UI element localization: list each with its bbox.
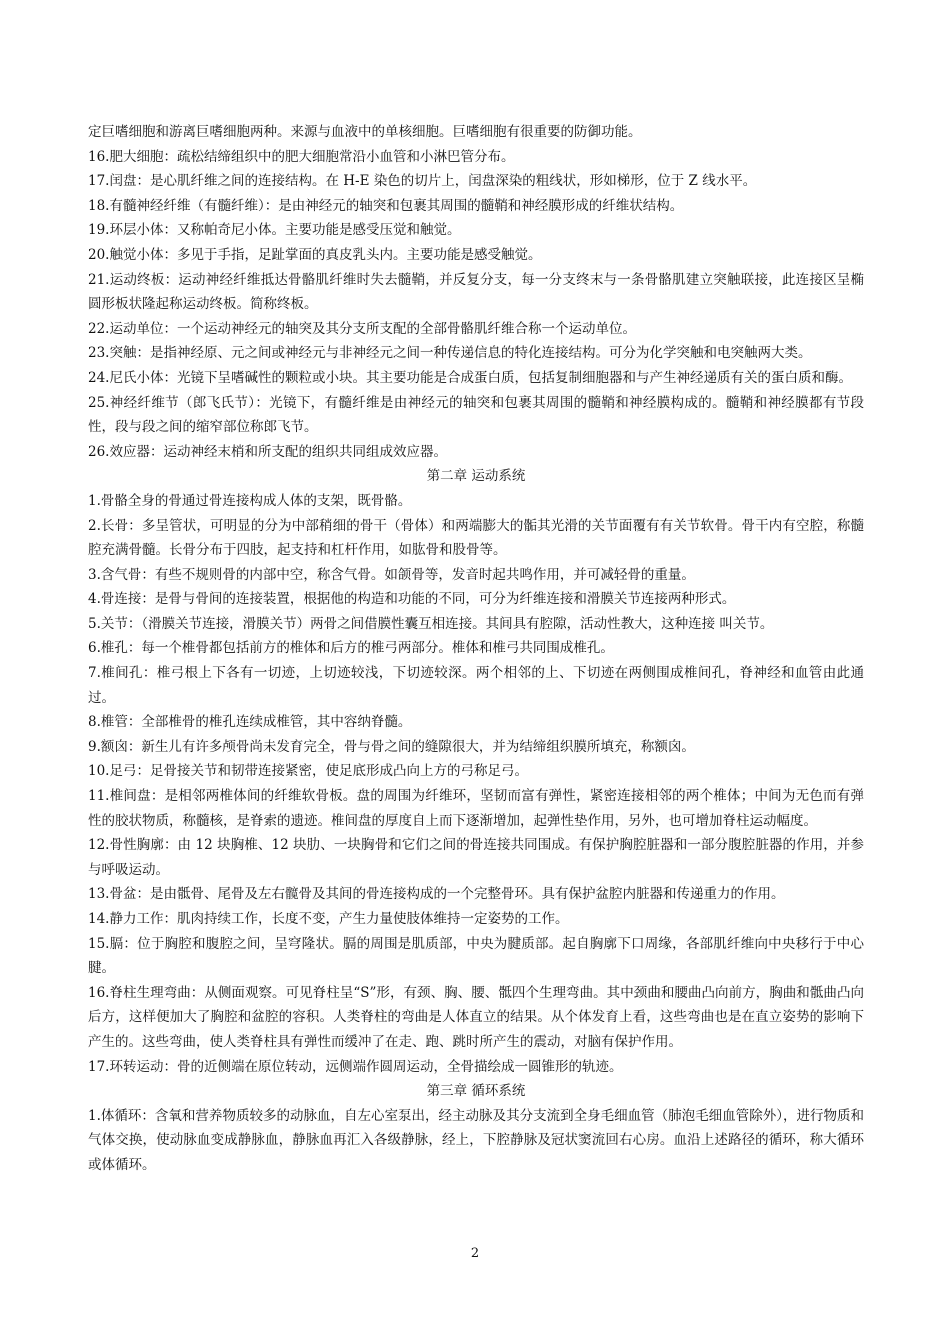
paragraph: 8.椎管：全部椎骨的椎孔连续成椎管，其中容纳脊髓。: [88, 714, 412, 731]
paragraph: 20.触觉小体：多见于手指，足趾掌面的真皮乳头内。主要功能是感受触觉。: [88, 246, 542, 263]
paragraph: 17.闰盘：是心肌纤维之间的连接结构。在 H-E 染色的切片上，闰盘深染的粗线状，形如梯形，位于 Z 线水平。: [88, 173, 757, 190]
paragraph: 3.含气骨：有些不规则骨的内部中空，称含气骨。如颌骨等，发音时起共鸣作用，并可减轻骨的重量。: [88, 566, 695, 583]
page-number: 2: [470, 1246, 480, 1261]
paragraph: 1.体循环：含氧和营养物质较多的动脉血，自左心室泵出，经主动脉及其分支流到全身毛细血管（肺泡毛细血管除外），进行物质和气体交换，使动脉血变成静脉血，静脉血再汇入各级静脉，经上，下腔静脉及冠状窦流回右心房。血沿上述路径的循环，称大循环或体循环。: [88, 1107, 864, 1173]
paragraph: 1.骨骼全身的骨通过骨连接构成人体的支架，既骨骼。: [88, 492, 412, 509]
chapter-heading: 第三章 循环系统: [426, 1083, 526, 1100]
document-page: [88, 120, 864, 1178]
paragraph: 24.尼氏小体：光镜下呈嗜碱性的颗粒或小块。其主要功能是合成蛋白质，包括复制细胞器和与产生神经递质有关的蛋白质和酶。: [88, 369, 852, 386]
paragraph: 2.长骨：多呈管状，可明显的分为中部稍细的骨干（骨体）和两端膨大的骺其光滑的关节面覆有有关节软骨。骨干内有空腔，称髓腔充满骨髓。长骨分布于四肢，起支持和杠杆作用，如肱骨和股骨等。: [88, 517, 864, 559]
paragraph: 23.突触：是指神经原、元之间或神经元与非神经元之间一种传递信息的特化连接结构。可分为化学突触和电突触两大类。: [88, 345, 812, 362]
paragraph: 6.椎孔：每一个椎骨都包括前方的椎体和后方的椎弓两部分。椎体和椎弓共同围成椎孔。: [88, 640, 614, 657]
paragraph: 7.椎间孔：椎弓根上下各有一切迹，上切迹较浅，下切迹较深。两个相邻的上、下切迹在两侧围成椎间孔，脊神经和血管由此通过。: [88, 665, 864, 706]
paragraph: 11.椎间盘：是相邻两椎体间的纤维软骨板。盘的周围为纤维环，坚韧而富有弹性，紧密连接相邻的两个椎体；中间为无色而有弹性的胶状物质，称髓核，是脊索的遗迹。椎间盘的厚度自上而下逐渐增加，起弹性垫作用，另外，也可增加脊柱运动幅度。: [88, 788, 864, 829]
paragraph: 12.骨性胸廓：由 12 块胸椎、12 块肋、一块胸骨和它们之间的骨连接共同围成。有保护胸腔脏器和一部分腹腔脏器的作用，并参与呼吸运动。: [88, 837, 864, 878]
paragraph: 13.骨盆：是由骶骨、尾骨及左右髋骨及其间的骨连接构成的一个完整骨环。具有保护盆腔内脏器和传递重力的作用。: [88, 886, 785, 903]
paragraph: 16.肥大细胞：疏松结缔组织中的肥大细胞常沿小血管和小淋巴管分布。: [88, 148, 515, 165]
paragraph: 16.脊柱生理弯曲：从侧面观察。可见脊柱呈“S”形，有颈、胸、腰、骶四个生理弯曲。其中颈曲和腰曲凸向前方，胸曲和骶曲凸向后方，这样便加大了胸腔和盆腔的容积。人类脊柱的弯曲是人体直立的结果。从个体发育上看，这些弯曲也是在直立姿势的影响下产生的。这些弯曲，使人类脊柱具有弹性而缓冲了在走、跑、跳时所产生的震动，对脑有保护作用。: [88, 984, 864, 1050]
paragraph: 19.环层小体：又称帕奇尼小体。主要功能是感受压觉和触觉。: [88, 222, 461, 239]
paragraph: 15.膈：位于胸腔和腹腔之间，呈穹隆状。膈的周围是肌质部，中央为腱质部。起自胸廓下口周缘，各部肌纤维向中央移行于中心腱。: [88, 935, 864, 977]
paragraph: 定巨嗜细胞和游离巨嗜细胞两种。来源与血液中的单核细胞。巨嗜细胞有很重要的防御功能。: [88, 124, 642, 140]
paragraph: 18.有髓神经纤维（有髓纤维）：是由神经元的轴突和包裹其周围的髓鞘和神经膜形成的纤维状结构。: [88, 197, 684, 214]
paragraph: 4.骨连接：是骨与骨间的连接装置，根据他的构造和功能的不同，可分为纤维连接和滑膜关节连接两种形式。: [88, 591, 736, 608]
paragraph: 26.效应器：运动神经末梢和所支配的组织共同组成效应器。: [88, 443, 447, 460]
paragraph: 9.额囟：新生儿有许多颅骨尚未发育完全，骨与骨之间的缝隙很大，并为结缔组织膜所填充，称额囟。: [88, 738, 695, 755]
paragraph: 5.关节：（滑膜关节连接，滑膜关节）两骨之间借膜性囊互相连接。其间具有腔隙，活动性教大，这种连接 叫关节。: [88, 615, 774, 632]
chapter-heading: 第二章 运动系统: [426, 468, 526, 485]
paragraph: 25.神经纤维节（郎飞氏节）：光镜下，有髓纤维是由神经元的轴突和包裹其周围的髓鞘和神经膜构成的。髓鞘和神经膜都有节段性，段与段之间的缩窄部位称郎飞节。: [88, 394, 864, 436]
paragraph: 10.足弓：足骨接关节和韧带连接紧密，使足底形成凸向上方的弓称足弓。: [88, 763, 528, 780]
paragraph: 14.静力工作：肌肉持续工作，长度不变，产生力量使肢体维持一定姿势的工作。: [88, 911, 569, 927]
paragraph: 17.环转运动：骨的近侧端在原位转动，远侧端作圆周运动，全骨描绘成一圆锥形的轨迹。: [88, 1058, 623, 1075]
paragraph: 22.运动单位：一个运动神经元的轴突及其分支所支配的全部骨骼肌纤维合称一个运动单位。: [88, 320, 636, 337]
paragraph: 21.运动终板：运动神经纤维抵达骨骼肌纤维时失去髓鞘，并反复分支，每一分支终末与一条骨骼肌建立突触联接，此连接区呈椭圆形板状隆起称运动终板。简称终板。: [88, 271, 864, 313]
